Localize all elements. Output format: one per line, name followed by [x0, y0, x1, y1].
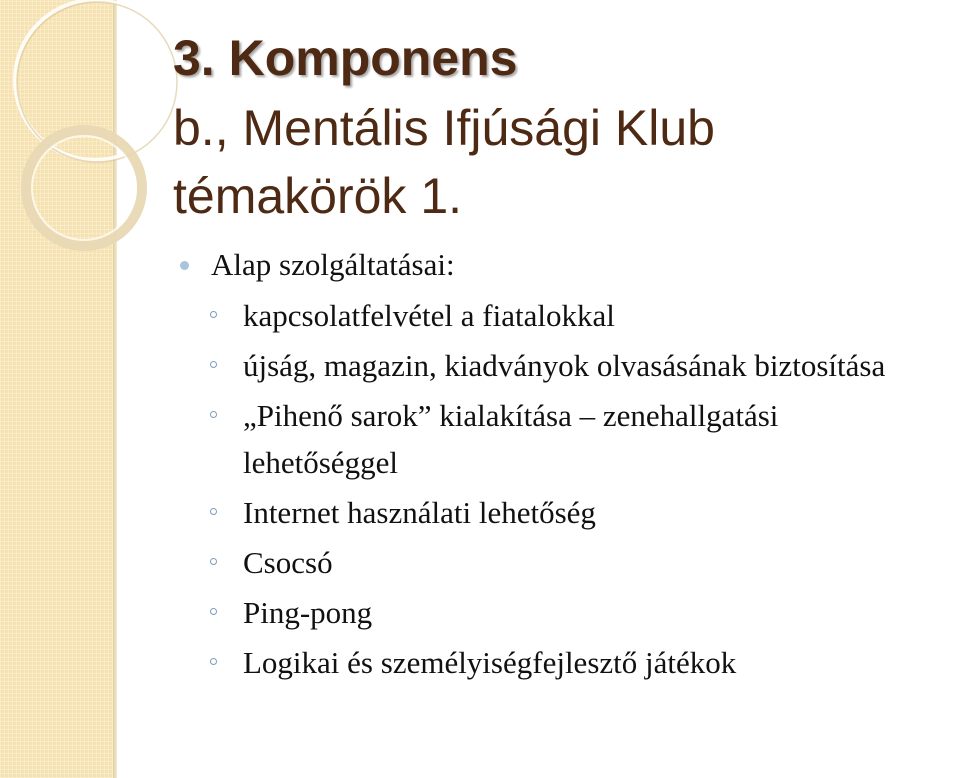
sub-bullet-list — [210, 292, 885, 689]
list-item — [210, 392, 883, 486]
list-item-text: Internet használati lehetőség — [243, 495, 596, 530]
decorative-ring-small — [26, 130, 142, 246]
slide-title-number: 3. Komponens — [173, 30, 518, 86]
decorative-rings — [0, 0, 200, 260]
hollow-bullet-icon — [210, 608, 217, 615]
hollow-bullet-icon — [210, 658, 217, 665]
hollow-bullet-icon — [210, 508, 217, 515]
list-item-text: Ping-pong — [243, 595, 373, 630]
decorative-ring-small-inner — [32, 136, 136, 240]
list-item — [210, 292, 885, 339]
hollow-bullet-icon — [210, 361, 217, 368]
main-bullet-text: Alap szolgáltatásai: — [211, 247, 455, 282]
hollow-bullet-icon — [210, 311, 217, 318]
list-item-text: kapcsolatfelvétel a fiatalokkal — [243, 298, 615, 333]
slide-title-line2: b., Mentális Ifjúsági Klub — [173, 100, 715, 156]
list-item-text: Csocsó — [243, 545, 333, 580]
list-item — [210, 489, 885, 536]
list-item — [210, 589, 885, 636]
list-item — [210, 539, 885, 586]
list-item — [210, 639, 885, 686]
list-item-text: „Pihenő sarok” kialakítása – zenehallgatási lehetőséggel — [243, 398, 779, 480]
hollow-bullet-icon — [210, 411, 217, 418]
main-bullet-row — [180, 245, 455, 285]
list-item — [210, 342, 885, 389]
bullet-dot-icon — [180, 261, 189, 270]
hollow-bullet-icon — [210, 558, 217, 565]
list-item-text: Logikai és személyiségfejlesztő játékok — [243, 645, 737, 680]
slide-title-line3: témakörök 1. — [173, 168, 463, 224]
list-item-text: újság, magazin, kiadványok olvasásának biztosítása — [243, 348, 886, 383]
